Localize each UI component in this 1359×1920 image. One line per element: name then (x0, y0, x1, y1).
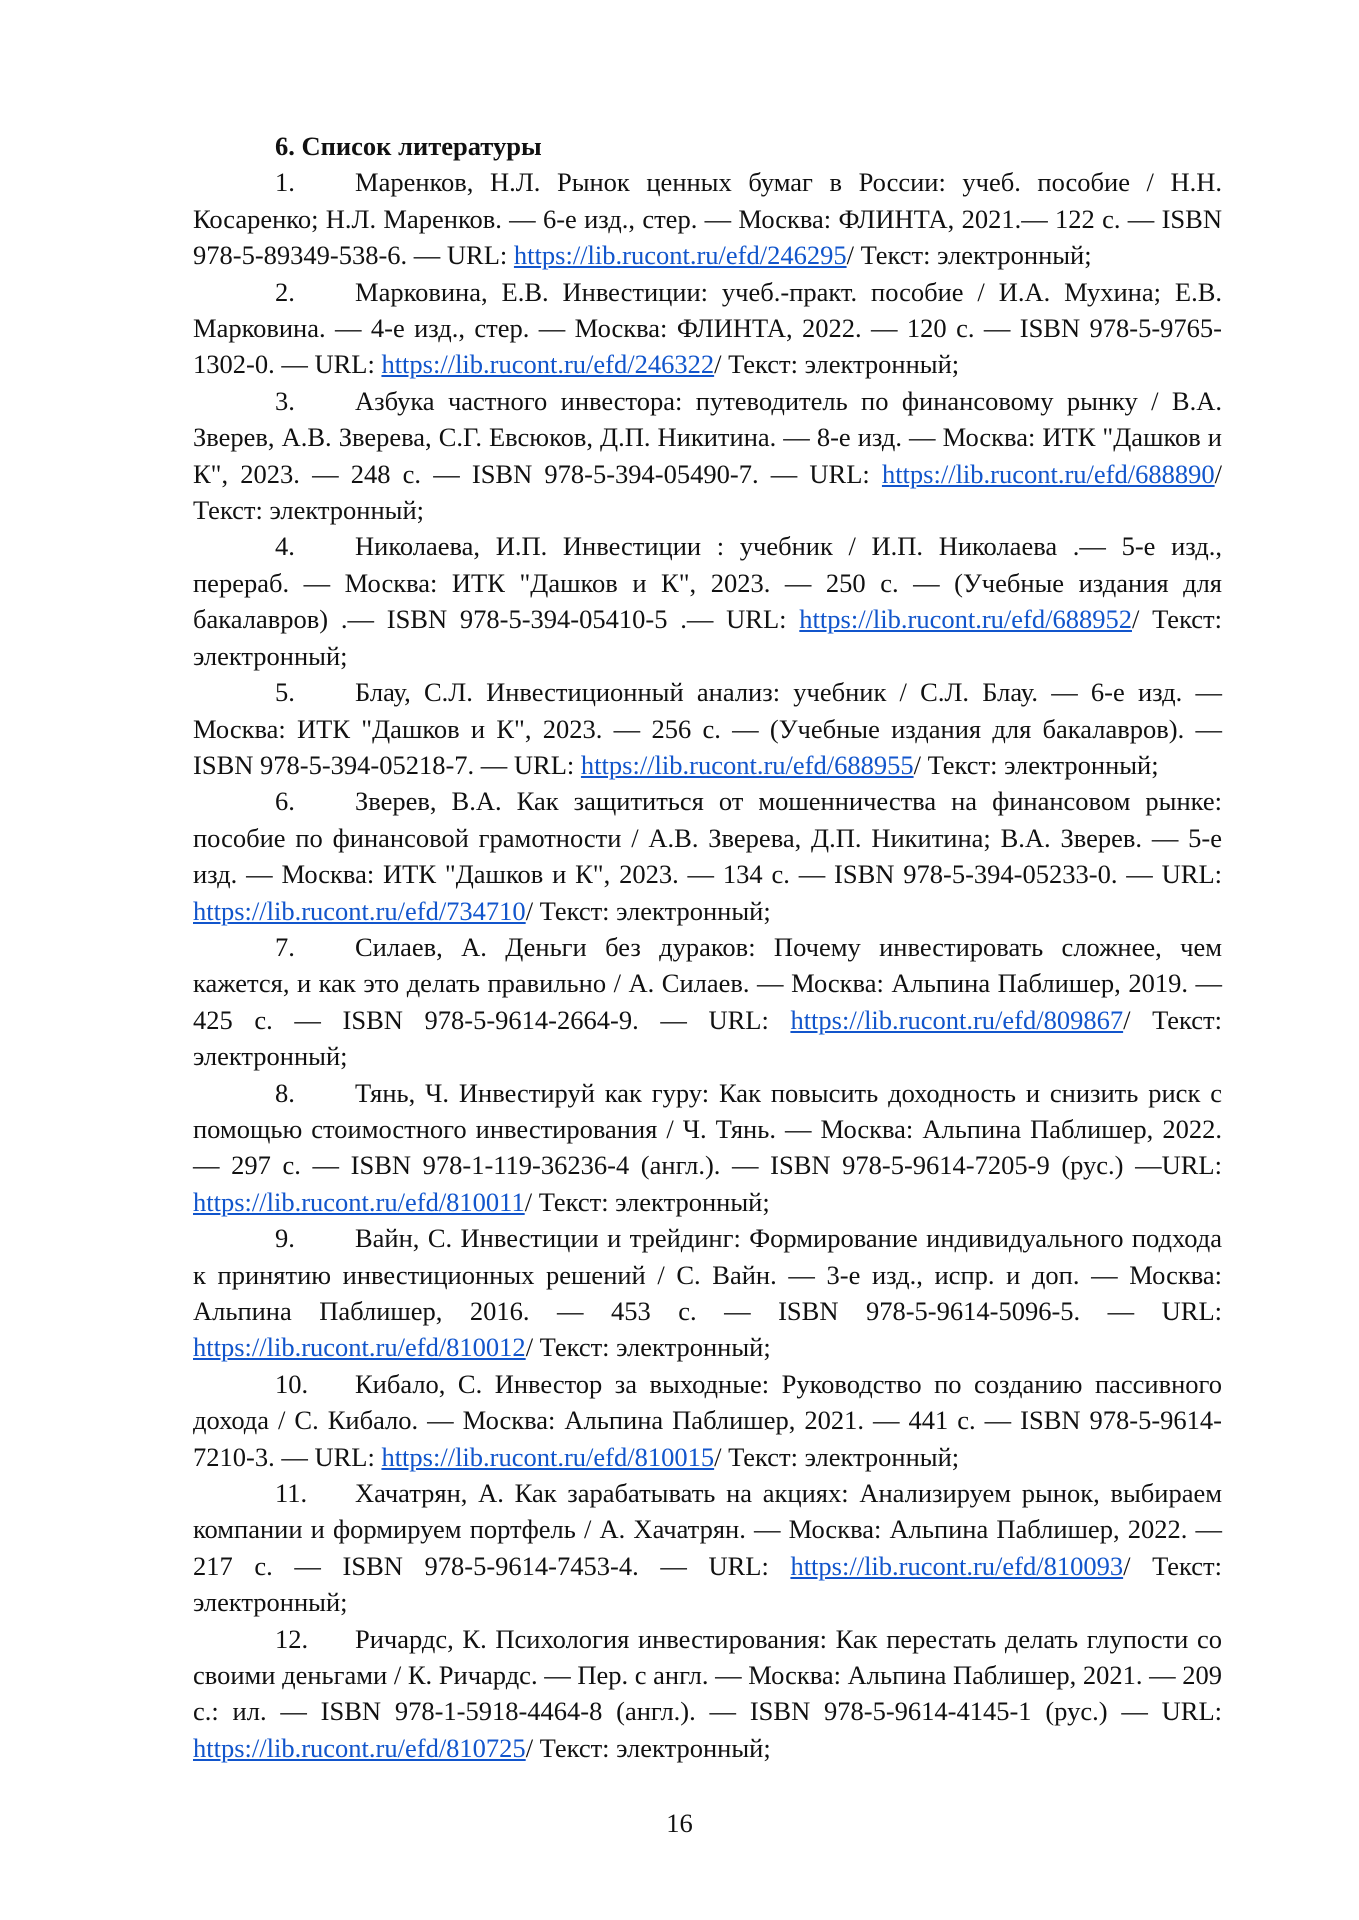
reference-text: Маренков, Н.Л. Рынок ценных бумаг в России: учеб. пособие / Н.Н. Косаренко; Н.Л. Маренков. — 6-е изд., стер. — Москва: ФЛИНТА, 2021.— 122 с. — ISBN 978-5-89349-538-6. — URL: (193, 167, 1222, 271)
reference-entry (193, 528, 1222, 674)
reference-text: Николаева, И.П. Инвестиции : учебник / И.П. Николаева .— 5-е изд., перераб. — Москва: ИТК "Дашков и К", 2023. — 250 с. — (Учебные издания для бакалавров) .— ISBN 978-5-394-05410-5 .— URL: (193, 531, 1222, 635)
reference-number: 7. (275, 931, 295, 962)
reference-entry (193, 164, 1222, 273)
reference-number: 1. (275, 167, 295, 198)
reference-number: 4. (275, 531, 295, 562)
reference-list (193, 164, 1222, 1766)
reference-number: 3. (275, 385, 295, 416)
reference-text: Блау, С.Л. Инвестиционный анализ: учебник / С.Л. Блау. — 6-е изд. — Москва: ИТК "Дашков и К", 2023. — 256 с. — (Учебные издания для бакалавров). — ISBN 978-5-394-05218-7. — URL: (193, 677, 1222, 780)
reference-entry (193, 1075, 1222, 1221)
reference-number: 2. (275, 276, 295, 307)
reference-url-link[interactable]: https://lib.rucont.ru/efd/246295 (513, 240, 847, 271)
reference-entry (193, 1621, 1222, 1767)
reference-number: 9. (275, 1223, 295, 1254)
reference-text: Вайн, С. Инвестиции и трейдинг: Формирование индивидуального подхода к принятию инвестиционных решений / С. Вайн. — 3-е изд., испр. и доп. — Москва: Альпина Паблишер, 2016. — 453 с. — ISBN 978-5-9614-5096-5. — URL: (193, 1223, 1222, 1326)
reference-url-link[interactable]: https://lib.rucont.ru/efd/688890 (881, 458, 1215, 489)
reference-number: 8. (275, 1077, 295, 1108)
reference-entry (193, 274, 1222, 383)
reference-number: 5. (275, 677, 295, 708)
reference-text: Тянь, Ч. Инвестируй как гуру: Как повысить доходность и снизить риск с помощью стоимостного инвестирования / Ч. Тянь. — Москва: Альпина Паблишер, 2022. — 297 с. — ISBN 978-1-119-36236-4 (англ.). — ISBN 978-5-9614-7205-9 (рус.) —URL: (193, 1077, 1222, 1181)
reference-number: 11. (275, 1478, 308, 1509)
reference-url-link[interactable]: https://lib.rucont.ru/efd/810012 (193, 1332, 526, 1363)
reference-entry (193, 783, 1222, 929)
reference-text: Хачатрян, А. Как зарабатывать на акциях: Анализируем рынок, выбираем компании и формируем портфель / А. Хачатрян. — Москва: Альпина Паблишер, 2022. — 217 с. — ISBN 978-5-9614-7453-4. — URL: (193, 1478, 1222, 1581)
reference-url-link[interactable]: https://lib.rucont.ru/efd/810093 (790, 1550, 1124, 1581)
reference-text-type: / Текст: электронный; (525, 895, 771, 926)
reference-number: 10. (275, 1368, 309, 1399)
reference-text: Азбука частного инвестора: путеводитель по финансовому рынку / В.А. Зверев, А.В. Зверева, С.Г. Евсюков, Д.П. Никитина. — 8-е изд. — Москва: ИТК "Дашков и К", 2023. — 248 с. — ISBN 978-5-394-05490-7. — URL: (193, 385, 1222, 489)
reference-url-link[interactable]: https://lib.rucont.ru/efd/810015 (381, 1441, 715, 1472)
reference-text-type: / Текст: электронный; (846, 240, 1092, 271)
reference-text-type: / Текст: электронный; (714, 1441, 960, 1472)
reference-url-link[interactable]: https://lib.rucont.ru/efd/688952 (799, 604, 1132, 635)
reference-text-type: / Текст: электронный; (193, 604, 1222, 671)
reference-text: Марковина, Е.В. Инвестиции: учеб.-практ. пособие / И.А. Мухина; Е.В. Марковина. — 4-е изд., стер. — Москва: ФЛИНТА, 2022. — 120 с. — ISBN 978-5-9765-1302-0. — URL: (193, 276, 1222, 380)
reference-text: Ричардс, К. Психология инвестирования: Как перестать делать глупости со своими деньгами / К. Ричардс. — Пер. с англ. — Москва: Альпина Паблишер, 2021. — 209 с.: ил. — ISBN 978-1-5918-4464-8 (англ.). — ISBN 978-5-9614-4145-1 (рус.) — URL: (193, 1623, 1222, 1727)
reference-text: Силаев, А. Деньги без дураков: Почему инвестировать сложнее, чем кажется, и как это делать правильно / А. Силаев. — Москва: Альпина Паблишер, 2019. — 425 с. — ISBN 978-5-9614-2664-9. — URL: (193, 931, 1222, 1035)
reference-text-type: / Текст: электронный; (714, 349, 960, 380)
reference-text-type: / Текст: электронный; (525, 1732, 771, 1763)
reference-text: Зверев, В.А. Как защититься от мошенничества на финансовом рынке: пособие по финансовой грамотности / А.В. Зверева, Д.П. Никитина; В.А. Зверев. — 5-е изд. — Москва: ИТК "Дашков и К", 2023. — 134 с. — ISBN 978-5-394-05233-0. — URL: (193, 786, 1222, 890)
reference-entry (193, 1366, 1222, 1475)
reference-text: Кибало, С. Инвестор за выходные: Руководство по созданию пассивного дохода / С. Кибало. — Москва: Альпина Паблишер, 2021. — 441 с. — ISBN 978-5-9614-7210-3. — URL: (193, 1368, 1222, 1472)
reference-url-link[interactable]: https://lib.rucont.ru/efd/246322 (381, 349, 715, 380)
reference-entry (193, 929, 1222, 1075)
reference-entry (193, 674, 1222, 783)
reference-entry (193, 383, 1222, 529)
page-number: 16 (666, 1808, 693, 1838)
reference-number: 12. (275, 1623, 309, 1654)
reference-url-link[interactable]: https://lib.rucont.ru/efd/734710 (193, 895, 526, 926)
reference-url-link[interactable]: https://lib.rucont.ru/efd/810011 (193, 1186, 525, 1217)
reference-text-type: / Текст: электронный; (913, 749, 1159, 780)
reference-text-type: / Текст: электронный; (193, 1004, 1222, 1072)
reference-number: 6. (275, 786, 295, 817)
reference-text-type: / Текст: электронный; (193, 458, 1222, 526)
reference-entry (193, 1475, 1222, 1621)
reference-text-type: / Текст: электронный; (193, 1550, 1222, 1618)
section-heading: 6. Список литературы (275, 131, 542, 161)
reference-url-link[interactable]: https://lib.rucont.ru/efd/688955 (580, 749, 914, 780)
reference-url-link[interactable]: https://lib.rucont.ru/efd/809867 (790, 1004, 1124, 1035)
reference-text-type: / Текст: электронный; (525, 1332, 771, 1363)
bibliography-page (193, 128, 1222, 1766)
reference-text-type: / Текст: электронный; (524, 1186, 770, 1217)
reference-entry (193, 1220, 1222, 1366)
reference-url-link[interactable]: https://lib.rucont.ru/efd/810725 (193, 1732, 526, 1763)
